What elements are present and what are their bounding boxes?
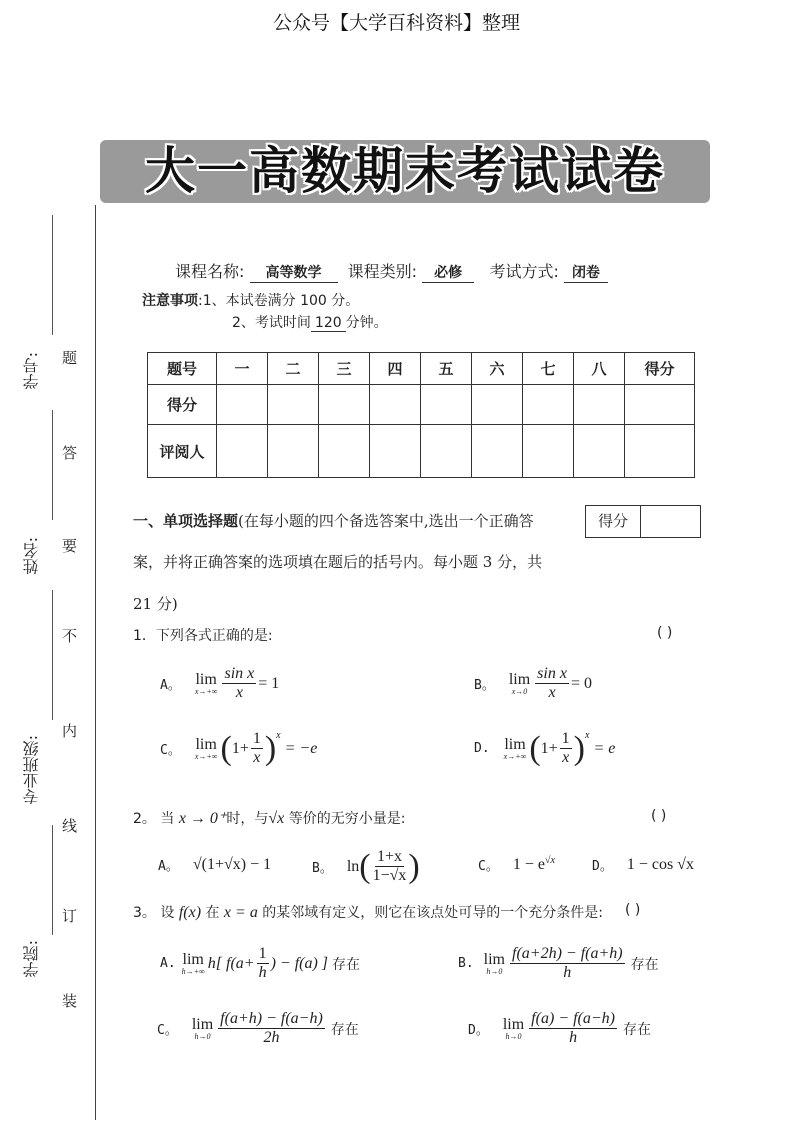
expression: 1 − cos √x xyxy=(626,855,694,873)
notes-line-2 xyxy=(232,312,388,332)
q1-option-a: A。 lim x→+∞ $\frac{\text{sin x}}{x}$ = 1 xyxy=(160,665,280,702)
seal-char: 内 xyxy=(62,722,78,740)
lim-sub: x→0 xyxy=(511,686,528,696)
score-cell xyxy=(421,385,472,425)
stem-text: 等价的无穷小量是: xyxy=(288,811,406,827)
lim-sub: h→0 xyxy=(486,966,503,976)
seal-char: 题 xyxy=(62,349,78,367)
stem-math: x = a xyxy=(223,904,258,921)
expression: ) − f(a) ] xyxy=(270,954,329,972)
score-cell xyxy=(574,385,625,425)
question-3-stem xyxy=(133,902,603,922)
option-label: B。 xyxy=(312,861,333,877)
q3-option-d: D。 lim h→0 $\frac{f(a) - f(a-h)}{h}$ 存在 xyxy=(468,1010,651,1047)
term: 1+ xyxy=(231,739,249,757)
header-cell: 三 xyxy=(319,353,370,385)
stem-math: x → 0⁺ xyxy=(178,810,227,827)
name-label: 姓名: xyxy=(22,537,41,575)
section1-line1 xyxy=(133,510,534,531)
q2-option-d xyxy=(592,855,694,874)
q3-option-c: C。 lim h→0 $\frac{f(a+h) - f(a-h)}{2h}$ 存在 xyxy=(157,1010,359,1047)
class-field-line xyxy=(52,590,53,720)
grader-cell xyxy=(421,425,472,478)
stem-text: 3。 设 xyxy=(133,905,175,921)
exists-text: 存在 xyxy=(630,956,659,973)
section1-desc: 21 分) xyxy=(133,595,178,613)
student-id-label: 学号: xyxy=(22,352,41,390)
score-cell xyxy=(319,385,370,425)
seal-char: 要 xyxy=(62,537,78,555)
exam-time: 120 xyxy=(311,315,346,332)
score-table xyxy=(147,352,695,478)
q3-option-a: A. lim h→+∞ h[ f(a+ $\frac{1}{h}$ ) − f(a) ] 存在 xyxy=(160,945,361,982)
option-label: B. xyxy=(458,956,474,972)
header-cell: 得分 xyxy=(625,353,695,385)
expression: h[ f(a+ xyxy=(207,954,255,972)
stem-text: 时，与 xyxy=(226,811,269,827)
option-label: C。 xyxy=(157,1023,178,1039)
header-cell: 五 xyxy=(421,353,472,385)
college-field-line xyxy=(52,825,53,935)
denominator: h xyxy=(258,964,267,982)
lim-sub: h→0 xyxy=(505,1031,522,1041)
exam-mode: 闭卷 xyxy=(564,262,608,283)
rhs: = −e xyxy=(284,739,318,757)
q1-option-c: C。 lim x→+∞ ( 1+ $\frac{1}{x}$ ) $^x$ = −e xyxy=(160,729,318,767)
section1-desc: (在每小题的四个备选答案中,选出一个正确答 xyxy=(238,512,534,530)
header-cell: 六 xyxy=(472,353,523,385)
course-type: 必修 xyxy=(422,262,474,283)
q2-option-b: B。 ln ( $\frac{1+x}{1-√x}$ ) xyxy=(312,847,420,885)
stem-text: 在 xyxy=(205,905,220,921)
expression: √(1+√x) − 1 xyxy=(192,855,272,873)
lim-sub: h→0 xyxy=(194,1031,211,1041)
stem-text: 的某邻域有定义，则它在该点处可导的一个充分条件是: xyxy=(262,905,603,921)
course-name-label: 课程名称: xyxy=(175,262,245,281)
row-label-grader: 评阅人 xyxy=(148,425,217,478)
exponent: √x xyxy=(544,855,555,866)
answer-blank: ( ) xyxy=(651,808,667,824)
option-label: B。 xyxy=(474,678,495,694)
header-cell: 八 xyxy=(574,353,625,385)
q1-option-b: B。 lim x→0 $\frac{\text{sin x}}{x}$ = 0 xyxy=(474,665,592,702)
exponent: x xyxy=(585,730,590,741)
header-cell: 四 xyxy=(370,353,421,385)
name-field-line xyxy=(52,410,53,520)
rhs: = 1 xyxy=(258,674,280,692)
numerator: f(a) − f(a−h) xyxy=(529,1010,617,1029)
exists-text: 存在 xyxy=(332,956,361,973)
expression: 1 − e xyxy=(512,855,545,873)
grader-cell xyxy=(523,425,574,478)
section1-score-box xyxy=(585,505,701,538)
seal-char: 答 xyxy=(62,444,78,462)
option-label: D。 xyxy=(592,859,613,874)
question-1-stem: 1．下列各式正确的是: xyxy=(133,628,273,644)
option-label: A. xyxy=(160,956,176,972)
option-label: A。 xyxy=(158,859,179,874)
denominator: 2h xyxy=(263,1029,280,1047)
option-label: C。 xyxy=(160,743,181,759)
note-2: 2、考试时间 xyxy=(232,315,311,331)
exists-text: 存在 xyxy=(330,1021,359,1038)
score-cell xyxy=(523,385,574,425)
grader-cell xyxy=(217,425,268,478)
note-1: :1、本试卷满分 100 分。 xyxy=(198,293,360,309)
score-cell xyxy=(268,385,319,425)
numerator: 1 xyxy=(257,945,269,964)
option-label: D. xyxy=(474,741,490,757)
question-2-stem xyxy=(133,808,405,828)
lim-sub: x→+∞ xyxy=(194,751,218,761)
exponent: x xyxy=(276,730,281,741)
stem-text: 2。 当 xyxy=(133,811,175,827)
section1-desc: 案，并将正确答案的选项填在题后的括号内。每小题 3 分，共 xyxy=(133,553,543,571)
exam-title: 大一高数期末考试试卷 xyxy=(100,140,710,203)
seal-char: 装 xyxy=(62,992,78,1010)
q2-option-a xyxy=(158,855,271,874)
stem-math: √x xyxy=(268,810,285,827)
class-label: 专业班级: xyxy=(22,735,41,805)
course-type-label: 课程类别: xyxy=(347,262,418,281)
numerator: 1 xyxy=(251,730,263,749)
grader-cell xyxy=(625,425,695,478)
exists-text: 存在 xyxy=(622,1021,651,1038)
seal-char: 不 xyxy=(62,627,78,645)
denominator: x xyxy=(253,749,261,767)
numerator: 1+x xyxy=(375,848,404,867)
score-cell xyxy=(370,385,421,425)
stem-math: f(x) xyxy=(178,904,202,921)
row-label-score: 得分 xyxy=(148,385,217,425)
notes-label: 注意事项 xyxy=(142,293,198,309)
page-header: 公众号【大学百科资料】整理 xyxy=(272,12,520,34)
answer-blank: ( ) xyxy=(657,625,673,641)
course-name: 高等数学 xyxy=(250,262,338,283)
numerator: f(a+2h) − f(a+h) xyxy=(510,945,625,964)
grader-cell xyxy=(472,425,523,478)
header-cell: 一 xyxy=(217,353,268,385)
rhs: = e xyxy=(593,739,616,757)
header-cell: 七 xyxy=(523,353,574,385)
binding-line xyxy=(95,205,96,1120)
score-cell xyxy=(625,385,695,425)
section1-title: 一、单项选择题 xyxy=(133,512,239,530)
numerator: f(a+h) − f(a−h) xyxy=(218,1010,325,1029)
q2-option-c xyxy=(478,855,555,874)
numerator: sin x xyxy=(535,665,569,684)
answer-blank: ( ) xyxy=(625,902,641,918)
seal-char: 线 xyxy=(62,817,78,835)
notes-line-1 xyxy=(142,290,359,310)
term: 1+ xyxy=(540,739,558,757)
lim-sub: x→+∞ xyxy=(503,751,527,761)
denominator: x xyxy=(548,684,556,702)
option-label: C。 xyxy=(478,859,499,874)
grader-cell xyxy=(268,425,319,478)
header-cell: 二 xyxy=(268,353,319,385)
score-cell xyxy=(472,385,523,425)
score-cell xyxy=(217,385,268,425)
grader-cell xyxy=(319,425,370,478)
exam-mode-label: 考试方式: xyxy=(489,262,559,281)
lim-sub: h→+∞ xyxy=(181,966,205,976)
id-field-line xyxy=(52,215,53,335)
option-label: A。 xyxy=(160,678,181,694)
denominator: h xyxy=(563,964,572,982)
header-cell: 题号 xyxy=(148,353,217,385)
q3-option-b: B. lim h→0 $\frac{f(a+2h) - f(a+h)}{h}$ 存在 xyxy=(458,945,659,982)
numerator: sin x xyxy=(222,665,256,684)
course-info xyxy=(175,259,608,283)
denominator: x xyxy=(235,684,243,702)
denominator: x xyxy=(562,749,570,767)
denominator: 1−√x xyxy=(372,867,407,885)
seal-char: 订 xyxy=(62,907,78,925)
college-label: 学院: xyxy=(22,940,41,978)
score-label: 得分 xyxy=(586,506,641,537)
rhs: = 0 xyxy=(570,674,592,692)
denominator: h xyxy=(569,1029,578,1047)
q1-option-d: D. lim x→+∞ ( 1+ $\frac{1}{x}$ ) $^x$ = e xyxy=(474,729,616,767)
note-2-unit: 分钟。 xyxy=(345,315,388,331)
option-label: D。 xyxy=(468,1023,489,1039)
numerator: 1 xyxy=(560,730,572,749)
lim-sub: x→+∞ xyxy=(194,686,218,696)
grader-cell xyxy=(574,425,625,478)
ln: ln xyxy=(346,857,360,875)
grader-cell xyxy=(370,425,421,478)
